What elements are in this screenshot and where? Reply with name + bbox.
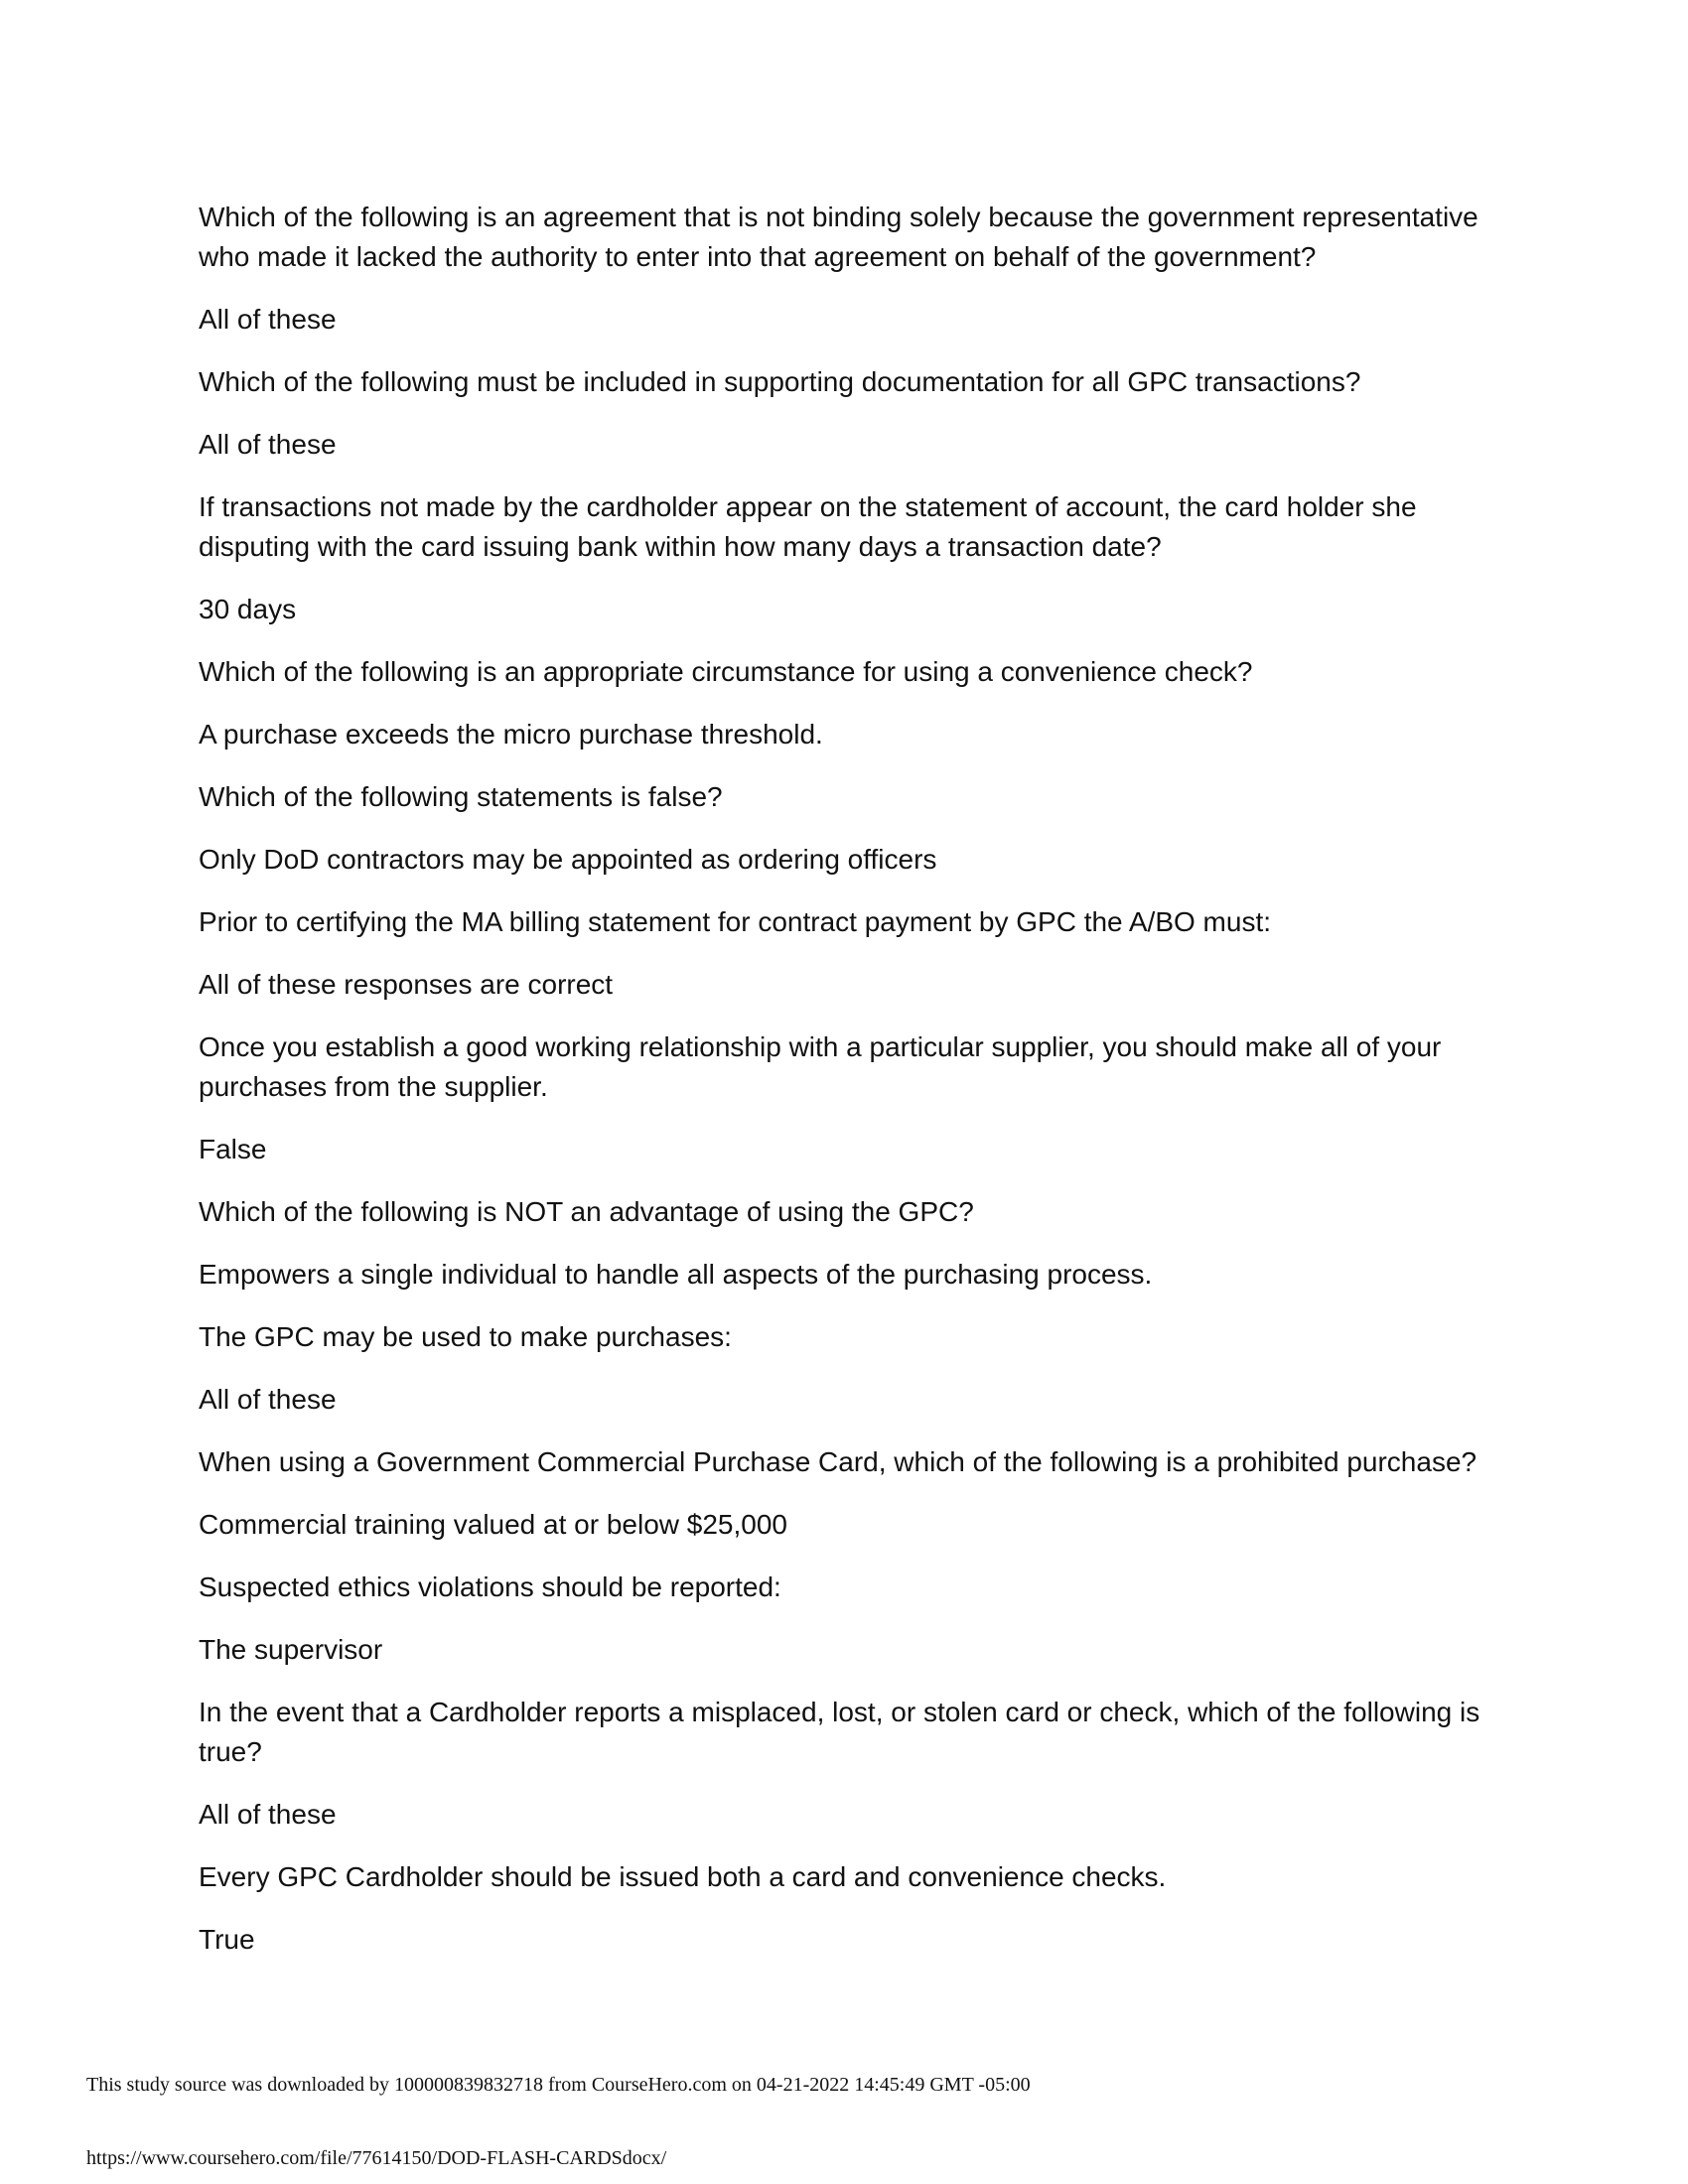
answer-text: A purchase exceeds the micro purchase threshold. xyxy=(199,719,823,750)
answer-text: False xyxy=(199,1134,267,1164)
answer-text: True xyxy=(199,1924,255,1955)
answer-text: Empowers a single individual to handle all aspects of the purchasing process. xyxy=(199,1259,1153,1290)
question-text: Which of the following statements is false? xyxy=(199,781,723,812)
question-text: Suspected ethics violations should be reported: xyxy=(199,1571,781,1602)
question-text: When using a Government Commercial Purchase Card, which of the following is a prohibited purchase? xyxy=(199,1446,1477,1477)
answer-text: All of these xyxy=(199,429,337,460)
question-text: Once you establish a good working relationship with a particular supplier, you should make all of your purchases from the supplier. xyxy=(199,1031,1442,1102)
answer-text: All of these xyxy=(199,1799,337,1830)
answer-text: The supervisor xyxy=(199,1634,383,1665)
answer-text: All of these xyxy=(199,1384,337,1415)
flashcard-list xyxy=(199,198,1489,1982)
answer-text: All of these responses are correct xyxy=(199,969,614,1000)
answer-text: 30 days xyxy=(199,594,297,624)
question-text: Which of the following is an agreement that is not binding solely because the government representative who made it lacked the authority to enter into that agreement on behalf of the government? xyxy=(199,202,1478,272)
question-text: Every GPC Cardholder should be issued both a card and convenience checks. xyxy=(199,1861,1167,1892)
question-text: Prior to certifying the MA billing statement for contract payment by GPC the A/BO must: xyxy=(199,906,1272,937)
download-source-note: This study source was downloaded by 100000839832718 from CourseHero.com on 04-21-2022 14:45:49 GMT -05:00 xyxy=(86,2074,1031,2096)
question-text: Which of the following is an appropriate circumstance for using a convenience check? xyxy=(199,656,1253,687)
answer-text: Only DoD contractors may be appointed as ordering officers xyxy=(199,844,937,875)
question-text: In the event that a Cardholder reports a misplaced, lost, or stolen card or check, which of the following is true? xyxy=(199,1697,1480,1767)
answer-text: All of these xyxy=(199,304,337,335)
question-text: The GPC may be used to make purchases: xyxy=(199,1321,732,1352)
question-text: Which of the following must be included in supporting documentation for all GPC transactions? xyxy=(199,366,1361,397)
answer-text: Commercial training valued at or below $25,000 xyxy=(199,1509,787,1540)
question-text: If transactions not made by the cardholder appear on the statement of account, the card holder she disputing with the card issuing bank within how many days a transaction date? xyxy=(199,491,1417,562)
source-url: https://www.coursehero.com/file/77614150/DOD-FLASH-CARDSdocx/ xyxy=(86,2147,667,2169)
question-text: Which of the following is NOT an advantage of using the GPC? xyxy=(199,1196,974,1227)
